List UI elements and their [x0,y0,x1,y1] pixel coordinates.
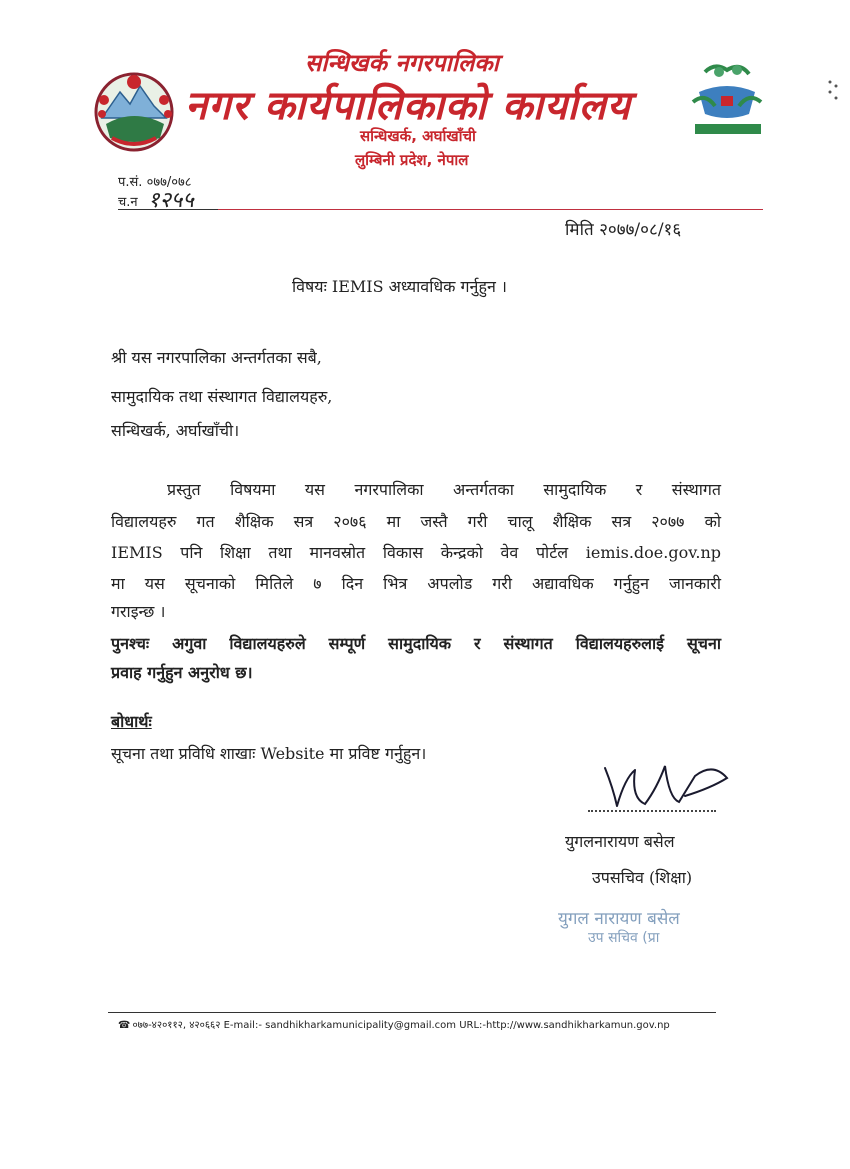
nepal-emblem-logo [92,68,177,153]
reference-underline [118,209,218,210]
reference-cn-label: च.न [118,195,138,210]
cc-label: बोधार्थः [111,712,152,731]
signature-line [588,810,716,812]
addressee-line: श्री यस नगरपालिका अन्तर्गतका सबै, [111,348,322,367]
cc-line: सूचना तथा प्रविधि शाखाः Website मा प्रविष्ट गर्नुहुन। [111,744,427,763]
office-title: नगर कार्यपालिकाको कार्यालय [185,83,631,129]
reference-cn-value: १२५५ [148,188,194,213]
decorative-dots [826,78,840,106]
official-stamp-name: युगल नारायण बसेल [558,909,680,929]
signer-title: उपसचिव (शिक्षा) [592,868,693,887]
address-line-2: लुम्बिनी प्रदेश, नेपाल [355,151,469,169]
postscript-line: प्रवाह गर्नुहुन अनुरोध छ। [111,663,253,682]
reference-ps: प.सं. ०७७/०७८ [118,175,192,190]
phone-icon: ☎ [118,1020,131,1031]
municipality-name: सन्धिखर्क नगरपालिका [305,49,499,77]
body-line: IEMIS पनि शिक्षा तथा मानवस्रोत विकास केन्द्रको वेव पोर्टल iemis.doe.gov.np [111,543,721,562]
letter-date: मिति २०७७/०८/१६ [565,220,682,240]
body-line: मा यस सूचनाको मितिले ७ दिन भित्र अपलोड गरी अद्यावधिक गर्नुहुन जानकारी [111,574,721,593]
footer-divider [108,1012,716,1013]
body-line: गराइन्छ । [111,602,166,621]
addressee-line: सामुदायिक तथा संस्थागत विद्यालयहरु, [111,387,333,406]
signer-name: युगलनारायण बसेल [565,832,675,851]
body-line: विद्यालयहरु गत शैक्षिक सत्र २०७६ मा जस्तै गरी चालू शैक्षिक सत्र २०७७ को [111,512,721,531]
footer-contact [118,1017,670,1031]
footer-text: ०७७-४२०११२, ४२०६६२ E-mail:- sandhikharkamunicipality@gmail.com URL:-http://www.sandhikharkamun.gov.np [132,1020,670,1031]
header-divider [218,209,763,210]
handwritten-signature [595,758,735,818]
body-line: प्रस्तुत विषयमा यस नगरपालिका अन्तर्गतका सामुदायिक र संस्थागत [167,480,721,499]
letter-subject: विषयः IEMIS अध्यावधिक गर्नुहुन । [292,277,507,296]
municipality-logo [685,62,770,140]
official-stamp-title: उप सचिव (प्रा [588,930,660,946]
postscript-line: पुनश्चः अगुवा विद्यालयहरुले सम्पूर्ण सामुदायिक र संस्थागत विद्यालयहरुलाई सूचना [111,634,721,653]
addressee-line: सन्धिखर्क, अर्घाखाँची। [111,421,240,440]
address-line-1: सन्धिखर्क, अर्घाखाँची [360,127,476,145]
